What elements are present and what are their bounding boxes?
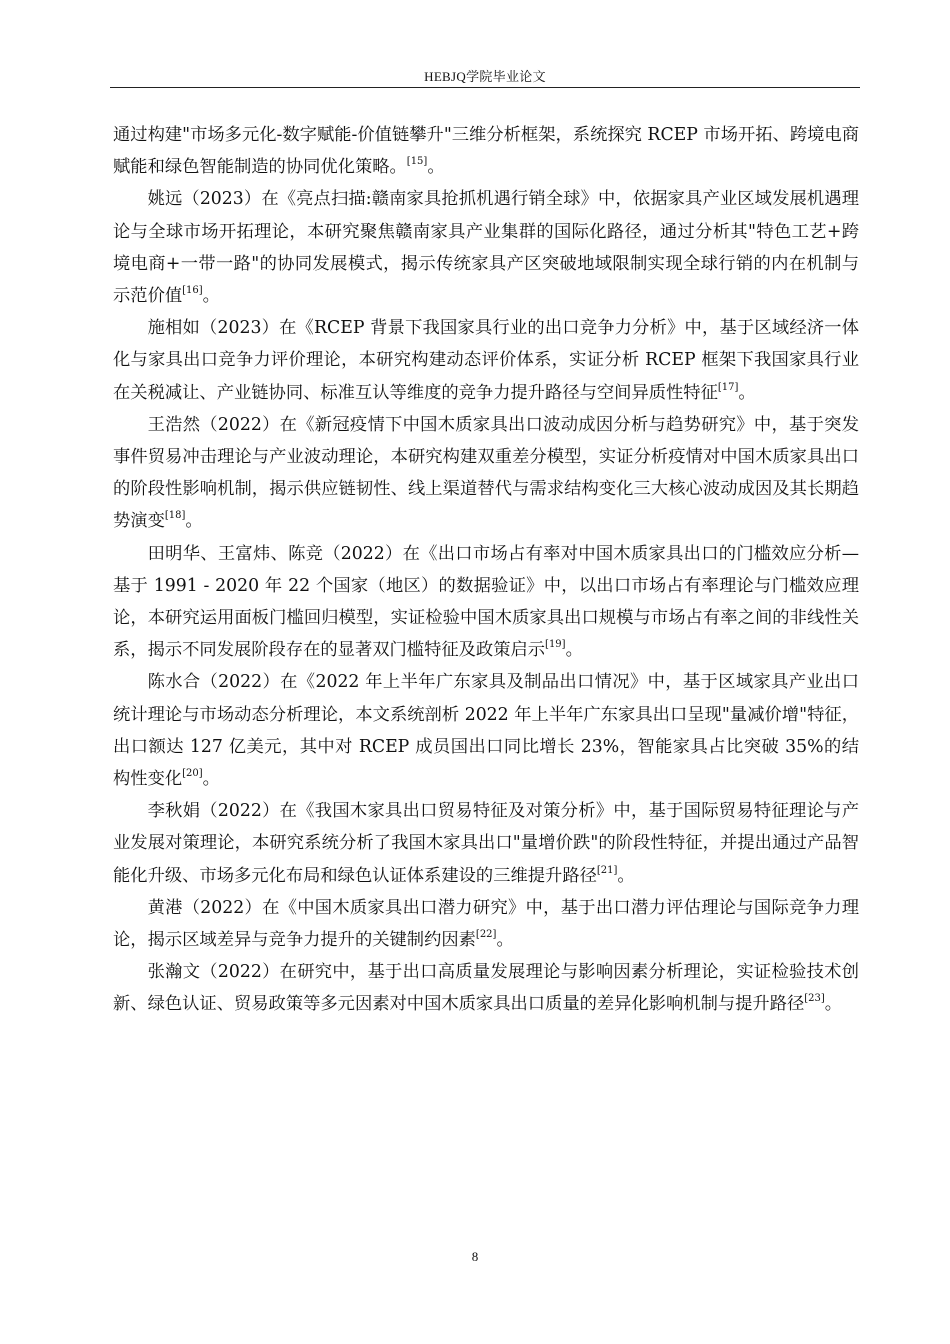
paragraph-tail: 。 xyxy=(565,640,583,661)
citation-ref: [22] xyxy=(475,929,497,941)
paragraph xyxy=(113,538,859,667)
paragraph xyxy=(113,119,859,183)
paragraph xyxy=(113,409,859,538)
citation-ref: [16] xyxy=(182,285,203,297)
paragraph-tail: 。 xyxy=(824,994,843,1015)
paragraph-tail: 。 xyxy=(738,382,756,403)
paragraph-text: 田明华、王富炜、陈竞（2022）在《出口市场占有率对中国木质家具出口的门槛效应分析—基于 1991 - 2020 年 22 个国家（地区）的数据验证》中，以出口市场占有率理论与门槛效应理论，本研究运用面板门槛回归模型，实证检验中国木质家具出口规模与市场占有率之间的非线性关系，揭示不同发展阶段存在的显著双门槛特征及政策启示 xyxy=(113,543,859,661)
page-header: HEBJQ学院毕业论文 xyxy=(424,69,546,84)
header-rule xyxy=(110,87,860,88)
citation-ref: [15] xyxy=(406,156,428,168)
citation-ref: [20] xyxy=(182,768,203,780)
body-text xyxy=(113,119,859,1021)
page-number: 8 xyxy=(471,1249,479,1264)
paragraph-text: 李秋娟（2022）在《我国木家具出口贸易特征及对策分析》中，基于国际贸易特征理论与产业发展对策理论，本研究系统分析了我国木家具出口"量增价跌"的阶段性特征，并提出通过产品智能化升级、市场多元化布局和绿色认证体系建设的三维提升路径 xyxy=(113,801,859,886)
paragraph-tail: 。 xyxy=(617,865,635,886)
paragraph-text: 黄港（2022）在《中国木质家具出口潜力研究》中，基于出口潜力评估理论与国际竞争力理论，揭示区域差异与竞争力提升的关键制约因素 xyxy=(113,897,859,951)
paragraph-tail: 。 xyxy=(427,157,445,178)
paragraph-text: 陈水合（2022）在《2022 年上半年广东家具及制品出口情况》中，基于区域家具产业出口统计理论与市场动态分析理论，本文系统剖析 2022 年上半年广东家具出口呈现"量减价增"特征，出口额达 127 亿美元，其中对 RCEP 成员国出口同比增长 23%，智能家具占比突破 35%的结构性变化 xyxy=(113,672,859,790)
paragraph-text: 张瀚文（2022）在研究中，基于出口高质量发展理论与影响因素分析理论，实证检验技术创新、绿色认证、贸易政策等多元因素对中国木质家具出口质量的差异化影响机制与提升路径 xyxy=(113,962,859,1015)
citation-ref: [19] xyxy=(545,639,566,651)
citation-ref: [21] xyxy=(596,864,618,876)
citation-ref: [23] xyxy=(804,993,825,1005)
paragraph-tail: 。 xyxy=(202,286,220,307)
paragraph-text: 施相如（2023）在《RCEP 背景下我国家具行业的出口竞争力分析》中，基于区域经济一体化与家具出口竞争力评价理论，本研究构建动态评价体系，实证分析 RCEP 框架下我国家具行业在关税减让、产业链协同、标准互认等维度的竞争力提升路径与空间异质性特征 xyxy=(113,318,859,403)
paragraph-tail: 。 xyxy=(202,769,220,790)
paragraph xyxy=(113,312,859,409)
paragraph-tail: 。 xyxy=(496,930,514,951)
paragraph-text: 姚远（2023）在《亮点扫描:赣南家具抢抓机遇行销全球》中，依据家具产业区域发展机遇理论与全球市场开拓理论，本研究聚焦赣南家具产业集群的国际化路径，通过分析其"特色工艺+跨境电商+一带一路"的协同发展模式，揭示传统家具产区突破地域限制实现全球行销的内在机制与示范价值 xyxy=(113,189,859,307)
paragraph xyxy=(113,666,859,795)
paragraph xyxy=(113,956,859,1020)
citation-ref: [17] xyxy=(717,381,739,393)
paragraph xyxy=(113,795,859,892)
paragraph xyxy=(113,892,859,956)
paragraph-text: 王浩然（2022）在《新冠疫情下中国木质家具出口波动成因分析与趋势研究》中，基于突发事件贸易冲击理论与产业波动理论，本研究构建双重差分模型，实证分析疫情对中国木质家具出口的阶段性影响机制，揭示供应链韧性、线上渠道替代与需求结构变化三大核心波动成因及其长期趋势演变 xyxy=(113,414,859,532)
paragraph-tail: 。 xyxy=(185,511,203,532)
citation-ref: [18] xyxy=(164,510,186,522)
paragraph-text: 通过构建"市场多元化-数字赋能-价值链攀升"三维分析框架，系统探究 RCEP 市场开拓、跨境电商赋能和绿色智能制造的协同优化策略。 xyxy=(113,125,859,178)
paragraph xyxy=(113,183,859,312)
